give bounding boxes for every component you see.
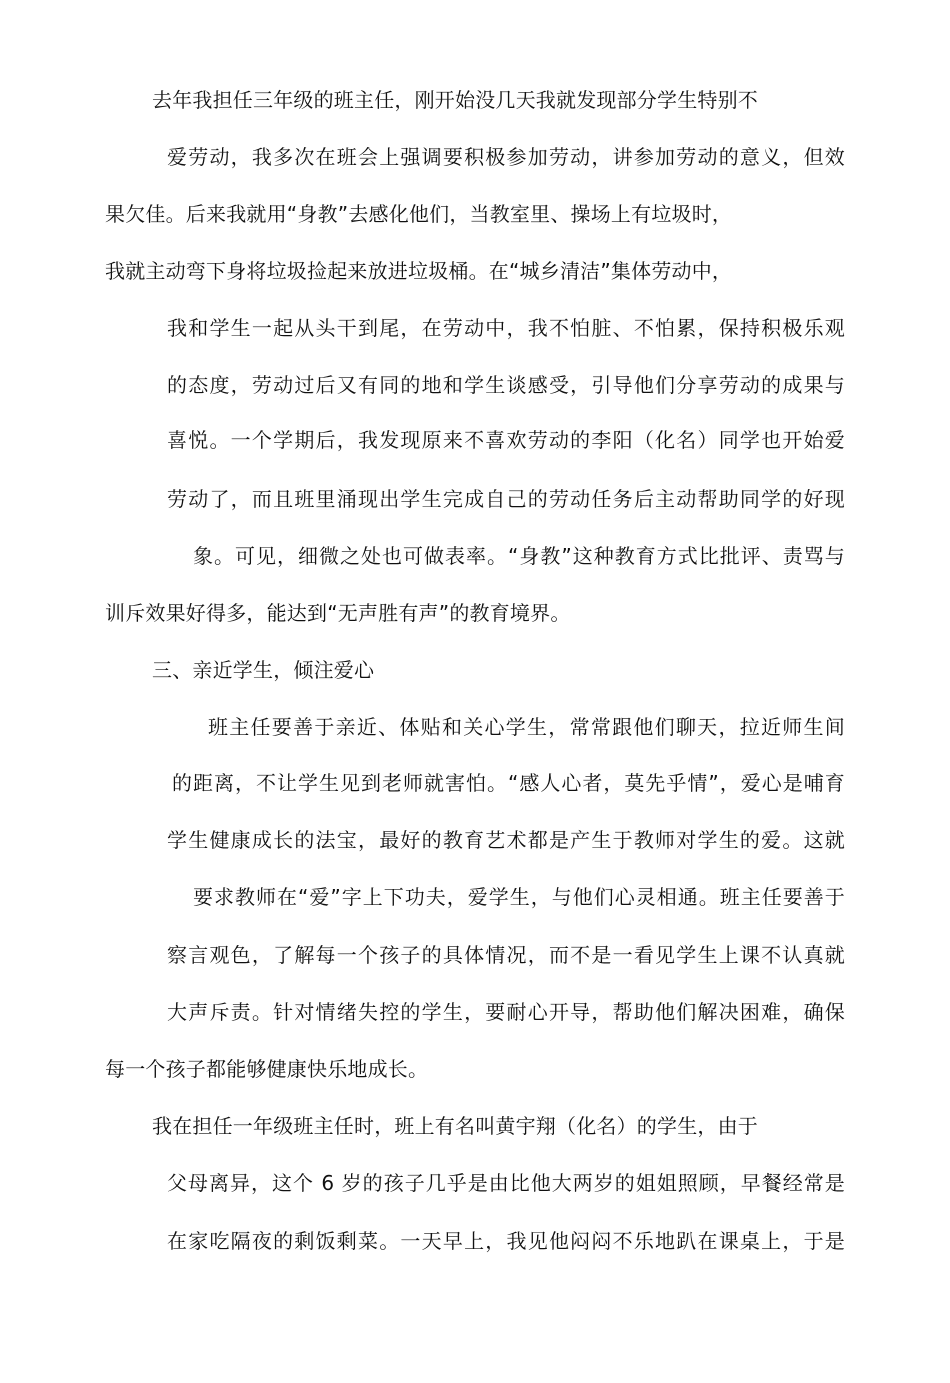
text-line: 果欠佳。后来我就用“身教”去感化他们，当教室里、操场上有垃圾时， bbox=[105, 202, 733, 226]
text-line: 大声斥责。针对情绪失控的学生，要耐心开导，帮助他们解决困难，确保 bbox=[167, 1000, 845, 1024]
text-line: 训斥效果好得多，能达到“无声胜有声”的教育境界。 bbox=[105, 601, 571, 625]
text-line: 班主任要善于亲近、体贴和关心学生，常常跟他们聊天，拉近师生间 bbox=[208, 715, 845, 739]
text-line: 的态度，劳动过后又有同的地和学生谈感受，引导他们分享劳动的成果与 bbox=[167, 373, 845, 397]
text-line: 学生健康成长的法宝，最好的教育艺术都是产生于教师对学生的爱。这就 bbox=[167, 828, 845, 852]
text-line: 象。可见，细微之处也可做表率。“身教”这种教育方式比批评、责骂与 bbox=[193, 544, 845, 568]
section-heading: 三、亲近学生，倾注爱心 bbox=[152, 658, 375, 682]
text-line: 察言观色，了解每一个孩子的具体情况，而不是一看见学生上课不认真就 bbox=[167, 943, 845, 967]
text-line: 爱劳动，我多次在班会上强调要积极参加劳动，讲参加劳动的意义，但效 bbox=[167, 145, 845, 169]
text-line: 喜悦。一个学期后，我发现原来不喜欢劳动的李阳（化名）同学也开始爱 bbox=[167, 428, 845, 452]
text-line: 每一个孩子都能够健康快乐地成长。 bbox=[105, 1057, 429, 1081]
text-line: 我和学生一起从头干到尾，在劳动中，我不怕脏、不怕累，保持积极乐观 bbox=[167, 316, 845, 340]
text-line: 劳动了，而且班里涌现出学生完成自己的劳动任务后主动帮助同学的好现 bbox=[167, 487, 845, 511]
text-line: 我就主动弯下身将垃圾捡起来放进垃圾桶。在“城乡清洁”集体劳动中， bbox=[105, 259, 733, 283]
text-line: 要求教师在“爱”字上下功夫，爱学生，与他们心灵相通。班主任要善于 bbox=[193, 885, 845, 909]
text-line: 在家吃隔夜的剩饭剩菜。一天早上，我见他闷闷不乐地趴在课桌上，于是 bbox=[167, 1229, 845, 1253]
text-line: 父母离异，这个 6 岁的孩子几乎是由比他大两岁的姐姐照顾，早餐经常是 bbox=[167, 1171, 845, 1195]
text-line: 我在担任一年级班主任时，班上有名叫黄宇翔（化名）的学生，由于 bbox=[152, 1114, 758, 1138]
text-line: 去年我担任三年级的班主任，刚开始没几天我就发现部分学生特别不 bbox=[152, 88, 758, 112]
text-line: 的距离，不让学生见到老师就害怕。“感人心者，莫先乎情”，爱心是哺育 bbox=[172, 771, 845, 795]
